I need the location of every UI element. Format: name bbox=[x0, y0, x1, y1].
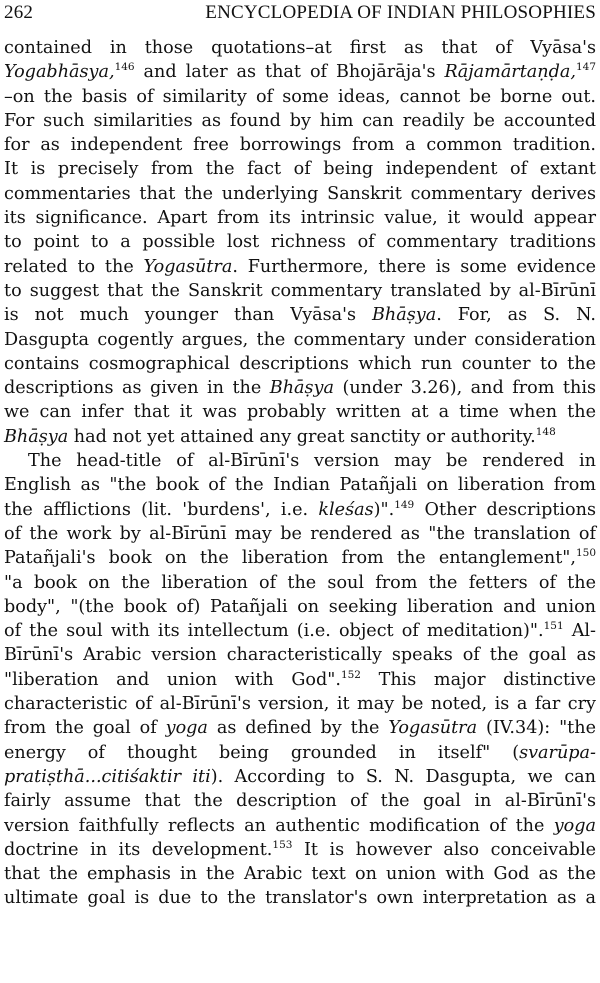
text-span: doctrine in its development. bbox=[4, 839, 273, 860]
text-span: that the emphasis in the Arabic text on union with God as the bbox=[4, 864, 596, 885]
text-line bbox=[4, 109, 596, 133]
text-line bbox=[4, 36, 596, 60]
text-span: This major distinctive bbox=[360, 669, 596, 690]
footnote-ref: 146 bbox=[114, 61, 135, 74]
text-span: The head-title of al-Bīrūnī's version may be rendered in bbox=[28, 451, 596, 472]
italic-term: yoga bbox=[553, 815, 596, 836]
text-span: to suggest that the Sanskrit commentary translated by al-Bīrūnī bbox=[4, 280, 596, 301]
text-span: energy of thought being grounded in itself" ( bbox=[4, 742, 520, 763]
text-line bbox=[4, 425, 596, 449]
italic-term: svarūpa- bbox=[519, 742, 596, 763]
text-span: contained in those quotations–at first as that of Vyāsa's bbox=[4, 38, 596, 58]
text-span: related to the bbox=[4, 256, 144, 277]
text-span: English as "the book of the Indian Patañjali on liberation from bbox=[4, 475, 596, 496]
italic-term: Yogabhāsya, bbox=[4, 62, 115, 83]
text-line bbox=[4, 716, 596, 740]
text-span: ). According to S. N. Dasgupta, we can bbox=[210, 766, 596, 787]
text-line bbox=[4, 886, 596, 910]
footnote-ref: 147 bbox=[575, 61, 596, 74]
text-span: . Furthermore, there is some evidence bbox=[232, 256, 596, 277]
text-span: had not yet attained any great sanctity or authority. bbox=[68, 426, 536, 447]
text-line bbox=[4, 328, 596, 352]
text-line bbox=[4, 498, 596, 522]
text-line bbox=[4, 595, 596, 619]
text-span: and later as that of Bhojārāja's bbox=[134, 62, 445, 83]
text-span: for as independent free borrowings from a common tradition. bbox=[4, 135, 596, 156]
text-line bbox=[4, 279, 596, 303]
text-span: It is however also conceivable bbox=[292, 839, 596, 860]
text-line bbox=[4, 571, 596, 595]
text-line bbox=[4, 255, 596, 279]
text-line bbox=[4, 157, 596, 181]
text-span: body", "(the book of) Patañjali on seeking liberation and union bbox=[4, 596, 596, 617]
text-line bbox=[4, 352, 596, 376]
text-span: . For, as S. N. bbox=[436, 305, 596, 326]
text-span: For such similarities as found by him can readily be accounted bbox=[4, 110, 596, 131]
italic-term: Bhāṣya bbox=[371, 305, 437, 326]
text-span: contains cosmographical descriptions which run counter to the bbox=[4, 353, 596, 374]
text-line bbox=[4, 133, 596, 157]
text-span: "liberation and union with God". bbox=[4, 669, 341, 690]
text-span: from the goal of bbox=[4, 718, 166, 739]
text-line bbox=[4, 862, 596, 886]
text-span: fairly assume that the description of the goal in al-Bīrūnī's bbox=[4, 791, 596, 812]
text-span: is not much younger than Vyāsa's bbox=[4, 305, 372, 326]
footnote-ref: 151 bbox=[543, 620, 564, 633]
footnote-ref: 153 bbox=[272, 838, 293, 851]
text-span: Dasgupta cogently argues, the commentary under consideration bbox=[4, 329, 596, 350]
footnote-ref: 149 bbox=[394, 498, 415, 511]
text-span: its significance. Apart from its intrinsic value, it would appear bbox=[4, 208, 596, 229]
italic-term: Rājamārtaṇḍa, bbox=[444, 62, 576, 83]
italic-term: Bhāṣya bbox=[269, 378, 334, 399]
text-span: the afflictions (lit. 'burdens', i.e. bbox=[4, 499, 319, 520]
text-span: characteristic of al-Bīrūnī's version, it may be noted, is a far cry bbox=[4, 694, 596, 715]
running-title: ENCYCLOPEDIA OF INDIAN PHILOSOPHIES bbox=[205, 2, 596, 23]
text-line bbox=[4, 522, 596, 546]
text-span: It is precisely from the fact of being independent of extant bbox=[4, 159, 596, 180]
text-line bbox=[4, 303, 596, 327]
footnote-ref: 152 bbox=[340, 668, 361, 681]
text-line bbox=[4, 206, 596, 230]
text-span: of the soul with its intellectum (i.e. object of meditation)". bbox=[4, 621, 544, 642]
running-header bbox=[0, 2, 600, 26]
text-span: of the work by al-Bīrūnī may be rendered as "the translation of bbox=[4, 523, 596, 544]
text-span: commentaries that the underlying Sanskrit commentary derives bbox=[4, 183, 596, 204]
text-line bbox=[4, 60, 596, 84]
italic-term: Bhāṣya bbox=[4, 426, 69, 447]
text-line bbox=[4, 376, 596, 400]
text-line bbox=[4, 546, 596, 570]
italic-term: yoga bbox=[165, 718, 208, 739]
text-span: "a book on the liberation of the soul from the fetters of the bbox=[4, 572, 596, 593]
text-line bbox=[4, 473, 596, 497]
text-span: –on the basis of similarity of some ideas, cannot be borne out. bbox=[4, 86, 596, 107]
text-span: Al- bbox=[563, 621, 596, 642]
text-line bbox=[4, 182, 596, 206]
body-text bbox=[4, 36, 596, 911]
text-line bbox=[4, 789, 596, 813]
italic-term: kleśas bbox=[318, 499, 374, 520]
footnote-ref: 150 bbox=[575, 547, 596, 560]
text-line bbox=[4, 765, 596, 789]
italic-term: pratiṣthā...citiśaktir iti bbox=[4, 766, 211, 787]
text-span: (IV.34): "the bbox=[477, 718, 596, 739]
text-line bbox=[4, 400, 596, 424]
text-span: to point to a possible lost richness of commentary traditions bbox=[4, 232, 596, 253]
text-line bbox=[4, 643, 596, 667]
text-line bbox=[4, 741, 596, 765]
text-line bbox=[4, 619, 596, 643]
text-span: version faithfully reflects an authentic modification of the bbox=[4, 815, 554, 836]
page-number: 262 bbox=[4, 2, 34, 23]
text-span: we can infer that it was probably written at a time when the bbox=[4, 402, 596, 423]
text-line bbox=[4, 449, 596, 473]
text-span: ultimate goal is due to the translator's own interpretation as a bbox=[4, 888, 596, 909]
italic-term: Yogasūtra bbox=[388, 718, 478, 739]
text-line bbox=[4, 692, 596, 716]
text-span: descriptions as given in the bbox=[4, 378, 270, 399]
text-span: )". bbox=[373, 499, 395, 520]
text-line bbox=[4, 838, 596, 862]
text-line bbox=[4, 230, 596, 254]
italic-term: Yogasūtra bbox=[143, 256, 233, 277]
text-span: Other descriptions bbox=[414, 499, 596, 520]
footnote-ref: 148 bbox=[535, 425, 556, 438]
text-span: (under 3.26), and from this bbox=[334, 378, 596, 399]
text-span: as defined by the bbox=[207, 718, 389, 739]
text-line bbox=[4, 814, 596, 838]
text-span: Bīrūnī's Arabic version characteristically speaks of the goal as bbox=[4, 645, 596, 666]
text-line bbox=[4, 668, 596, 692]
text-span: Patañjali's book on the liberation from the entanglement", bbox=[4, 548, 576, 569]
text-line bbox=[4, 85, 596, 109]
